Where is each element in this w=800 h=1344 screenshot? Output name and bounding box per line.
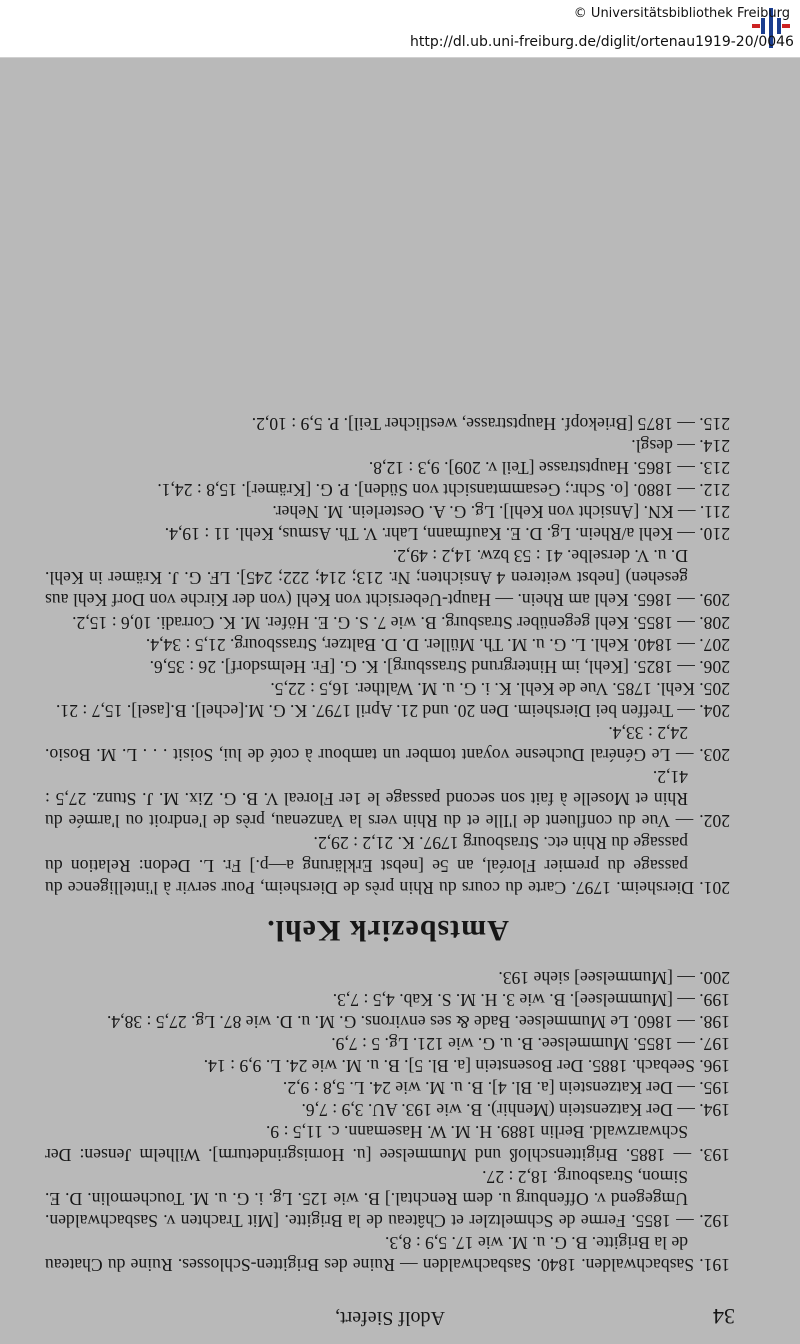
entry-191: 191. Sasbachwalden. 1840. Sasbachwalden — Ruine des Brigitten-Schlosses. Ruine du Chateau de la Brigitte. B. G. u. M. wie 17. 5,9 : 8,3. [45, 1232, 730, 1275]
copyright-notice: © Universitätsbibliothek Freiburg [573, 6, 790, 21]
entry-200: 200. — [Mummelsee] siehe 193. [498, 967, 730, 988]
entry-202: 202. — Vue du confluent de l'Ille et du Rhin vers la Vanzenau, près de l'endroit ou l'armée du Rhin et Moselle à fait son second passage le 1er Floreal V. B. G. Zix. M. J. Stunz. 27,5 : 41,2. [45, 767, 730, 832]
entry-196: 196. Seebach. 1885. Der Bosenstein [a. Bl. 5]. B. u. M. wie 24. L. 9,9 : 14. [203, 1056, 730, 1077]
entry-206: 206. — 1825. [Kehl, im Hintergrund Strassburg]. K. G. [Fr. Helmsdorf]. 26 : 35,6. [149, 656, 730, 677]
entry-195: 195. — Der Katzenstein [a. Bl. 4]. B. u. M. wie 24. L. 5,8 : 9,2. [282, 1078, 730, 1099]
entry-192: 192. — 1855. Ferme de Schmeltzler et Château de la Brigitte. [Mit Trachten v. Sasbachwalden. Umgegend v. Offenburg u. dem Renchtal.] B. wie 125. Lg. i. G. u. M. Touchemolin. D. E. Simon, Strasbourg. 18,2 : 27. [45, 1166, 730, 1231]
entry-203: 203. — Le Général Duchesne voyant tomber un tambour à coté de lui, Soisit . . . L. M. Bosio. 24,2 : 33,4. [45, 723, 730, 766]
page-header [45, 1301, 735, 1329]
viewer-header [0, 0, 800, 58]
entry-199: 199. — [Mummelsee]. B. wie 3. H. M. S. Kab. 4,5 : 7,3. [332, 989, 730, 1010]
entry-215: 215. — 1875 [Briekopf. Hauptstrasse, westlicher Teil]. P. 5,9 : 10,2. [251, 413, 730, 434]
scanned-page [0, 58, 800, 1344]
entry-205: 205. Kehl. 1785. Vue de Kehl. K. i. G. u. M. Walther. 16,5 : 22,5. [270, 678, 730, 699]
entry-210: 210. — Kehl a/Rhein. Lg. D. E. Kaufmann, Lahr. V. Th. Asmus, Kehl. 11 : 19,4. [164, 524, 730, 545]
section-title: Amtsbezirk Kehl. [266, 913, 509, 947]
entry-198: 198. — 1860. Le Mummelsee. Bade & ses environs. G. M. u. D. wie 87. Lg. 27,5 : 38,4. [106, 1011, 730, 1032]
entry-211: 211. — KN. [Ansicht von Kehl]. Lg. G. A. Oesterlein. M. Neher. [272, 502, 730, 523]
entry-208: 208. — 1855. Kehl gegenüber Strasburg. B. wie 7. S. G. E. Höfer. M. K. Corradi. 10,6 : 15,2. [72, 612, 730, 633]
entry-197: 197. — 1855. Mummelsee. B. u. G. wie 121. Lg. 5 : 7,9. [331, 1034, 730, 1055]
page-content-rotated [0, 58, 800, 1344]
entry-209: 209. — 1865. Kehl am Rhein. — Haupt-Uebersicht von Kehl (von der Kirche von Dorf Kehl aus gesehen) [nebst weiteren 4 Ansichten; Nr. 213; 214; 222; 245]. LF. G. J. Krämer in Kehl. D. u. V. derselbe. 41 : 53 bzw. 14,2 : 49,2. [45, 546, 730, 611]
entry-194: 194. — Der Katzenstein (Menhir). B. wie 193. AU. 3,9 : 7,6. [301, 1100, 730, 1121]
document-url[interactable]: http://dl.ub.uni-freiburg.de/diglit/ortenau1919-20/0046 [410, 34, 794, 50]
entry-204: 204. — Treffen bei Diersheim. Den 20. und 21. April 1797. K. G. M.[echel]. B.[asel]. 15,7 : 21. [55, 700, 730, 721]
entry-193: 193. — 1885. Brigittenschloß und Mummelsee [u. Hornisgrindeturm]. Wilhelm Jensen: Der Schwarzwald. Berlin 1889. H. M. W. Hasemann. c. 11,5 : 9. [45, 1122, 730, 1165]
entry-207: 207. — 1840. Kehl. L. G. u. M. Th. Müller. D. D. Baltzer, Strassbourg. 21,5 : 34,4. [145, 634, 730, 655]
entry-213: 213. — 1865. Hauptstrasse [Teil v. 209]. 9,3 : 12,8. [368, 457, 730, 478]
catalogue-body [45, 413, 730, 1276]
running-head: Adolf Siefert, [335, 1307, 445, 1329]
entry-212: 212. — 1880. [o. Schr.; Gesammtansicht von Süden]. P. G. [Krämer]. 15,8 : 24,1. [157, 480, 730, 500]
entry-201: 201. Diersheim. 1797. Carte du cours du Rhin près de Diersheim, Pour servir à l'intelligence du passage du premier Floréal, an 5e [nebst Erklärung a—p.] Fr. L. Dedon: Relation du passage du Rhin etc. Strasbourg 1797. K. 21,2 : 29,2. [45, 833, 730, 898]
entry-214: 214. — desgl. [631, 435, 730, 456]
page-number: 34 [713, 1304, 735, 1329]
